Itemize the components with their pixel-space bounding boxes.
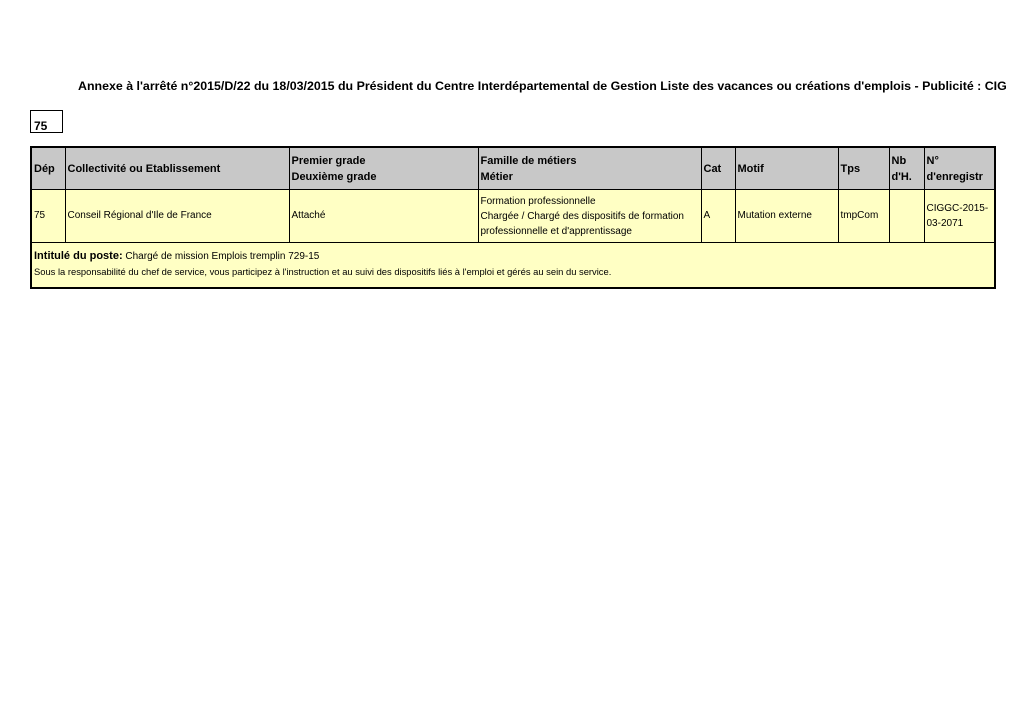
header-dep: Dép	[31, 147, 65, 190]
cell-num-line2: 03-2071	[926, 218, 964, 229]
cell-nb	[889, 190, 924, 243]
header-num	[924, 147, 995, 190]
cell-cat: A	[701, 190, 735, 243]
header-num-line2: d'enregistr	[926, 170, 983, 183]
header-grade-second: Deuxième grade	[291, 170, 377, 183]
cell-motif: Mutation externe	[735, 190, 838, 243]
header-cat: Cat	[701, 147, 735, 190]
cell-metier-line2: professionnelle et d'apprentissage	[480, 225, 632, 237]
header-famille	[478, 147, 701, 190]
header-num-line1: N°	[926, 154, 939, 167]
cell-metier-line1: Chargée / Chargé des dispositifs de formation	[480, 210, 684, 222]
header-grade-first: Premier grade	[291, 154, 366, 167]
table-header-row	[31, 147, 995, 190]
cell-num	[924, 190, 995, 243]
cell-num-line1: CIGGC-2015-	[926, 203, 989, 214]
cell-dep: 75	[31, 190, 65, 243]
header-grade	[289, 147, 478, 190]
header-nb-line2: d'H.	[891, 170, 912, 183]
header-collectivite: Collectivité ou Etablissement	[65, 147, 289, 190]
cell-famille-metier	[478, 190, 701, 243]
document-title: Annexe à l'arrêté n°2015/D/22 du 18/03/2015 du Président du Centre Interdépartemental de Gestion Liste des vacances ou créations d'emplois - Publicité : CIG	[78, 79, 1007, 93]
post-info-row	[31, 243, 995, 289]
header-famille-line: Famille de métiers	[480, 154, 577, 167]
header-nb	[889, 147, 924, 190]
table-row	[31, 190, 995, 243]
post-description: Sous la responsabilité du chef de service, vous participez à l'instruction et au suivi des dispositifs liés à l'emploi et gérés au sein du service.	[34, 266, 612, 277]
cell-collectivite: Conseil Régional d'Ile de France	[65, 190, 289, 243]
post-title: Chargé de mission Emplois tremplin 729-15	[125, 251, 320, 262]
department-box: 75	[30, 110, 63, 133]
header-tps: Tps	[838, 147, 889, 190]
vacancies-table	[30, 146, 996, 289]
cell-grade: Attaché	[289, 190, 478, 243]
cell-famille: Formation professionnelle	[480, 195, 596, 207]
post-title-label: Intitulé du poste:	[34, 250, 123, 262]
post-info-cell	[31, 243, 995, 289]
header-metier-line: Métier	[480, 170, 513, 183]
header-motif: Motif	[735, 147, 838, 190]
cell-tps: tmpCom	[838, 190, 889, 243]
header-nb-line1: Nb	[891, 154, 907, 167]
